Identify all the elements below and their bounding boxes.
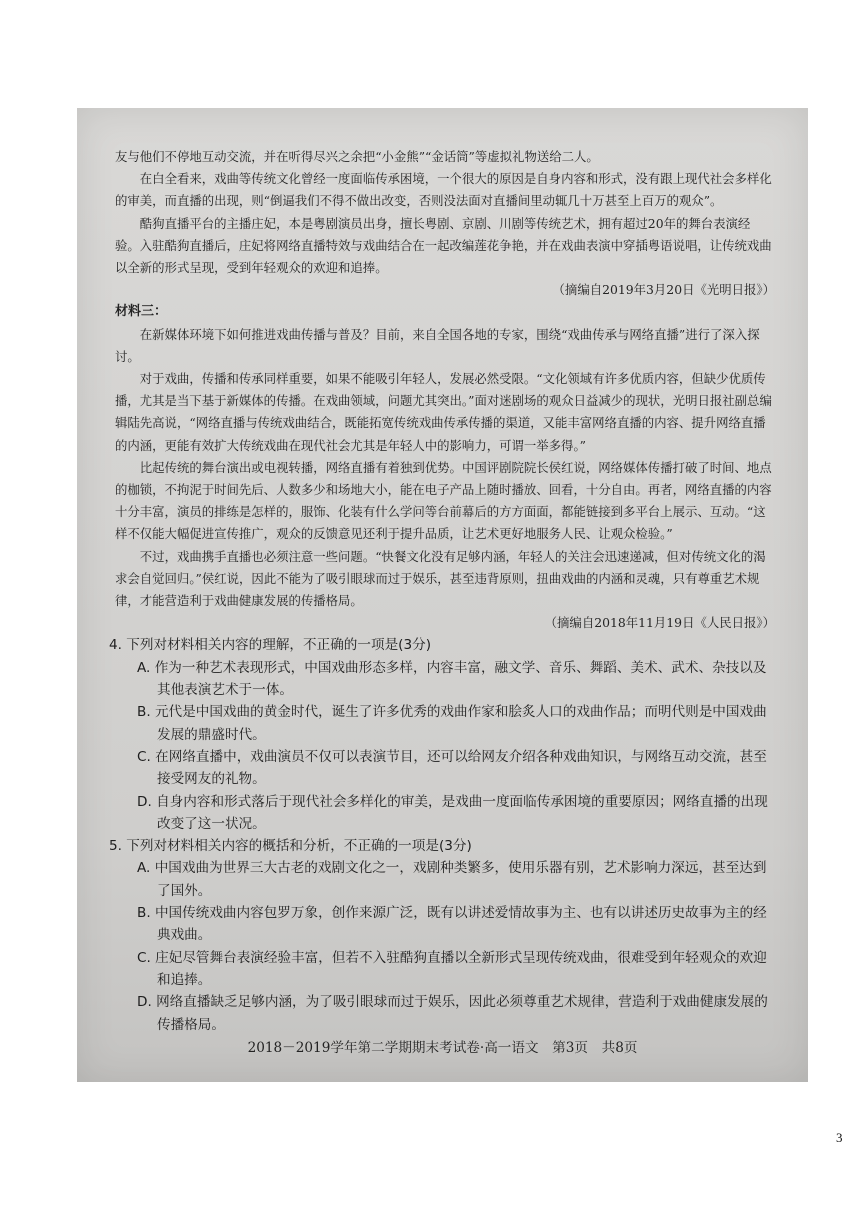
question-5-stem: 5. 下列对材料相关内容的概括和分析，不正确的一项是(3分) bbox=[109, 838, 472, 855]
questions-block bbox=[109, 634, 775, 1035]
question-5-option-a: A. 中国戏曲为世界三大古老的戏剧文化之一，戏剧种类繁多，使用乐器有别，艺术影响力深远，甚至达到了国外。 bbox=[137, 860, 767, 899]
question-4-option-b: B. 元代是中国戏曲的黄金时代，诞生了许多优秀的戏曲作家和脍炙人口的戏曲作品；而明代则是中国戏曲发展的鼎盛时代。 bbox=[137, 704, 767, 743]
material-paragraph: 在新媒体环境下如何推进戏曲传播与普及？目前，来自全国各地的专家，围绕“戏曲传承与网络直播”进行了深入探讨。 bbox=[115, 326, 760, 364]
scanned-exam-photo bbox=[77, 108, 808, 1082]
material-paragraph: 酷狗直播平台的主播庄妃，本是粤剧演员出身，擅长粤剧、京剧、川剧等传统艺术，拥有超过20年的舞台表演经验。入驻酷狗直播后，庄妃将网络直播特效与戏曲结合在一起改编莲花争艳，并在戏曲表演中穿插粤语说唱，让传统戏曲以全新的形式呈现，受到年轻观众的欢迎和追捧。 bbox=[115, 215, 772, 276]
page-footer: 2018－2019学年第二学期期末考试卷·高一语文 第3页 共8页 bbox=[247, 1040, 638, 1056]
material-paragraph: 对于戏曲，传播和传承同样重要，如果不能吸引年轻人，发展必然受限。“文化领域有许多优质内容，但缺少优质传播，尤其是当下基于新媒体的传播。在戏曲领域，问题尤其突出。”面对迷剧场的观众日益减少的现状，光明日报社副总编辑陆先高说，“网络直播与传统戏曲结合，既能拓宽传统戏曲传承传播的渠道，又能丰富网络直播的内容、提升网络直播的内涵，更能有效扩大传统戏曲在现代社会尤其是年轻人中的影响力，可谓一举多得。” bbox=[115, 371, 772, 453]
question-4-option-c: C. 在网络直播中，戏曲演员不仅可以表演节目，还可以给网友介绍各种戏曲知识，与网络互动交流，甚至接受网友的礼物。 bbox=[137, 748, 767, 788]
question-5-option-c: C. 庄妃尽管舞台表演经验丰富，但若不入驻酷狗直播以全新形式呈现传统戏曲，很难受到年轻观众的欢迎和追捧。 bbox=[137, 949, 767, 988]
question-4-stem: 4. 下列对材料相关内容的理解，不正确的一项是(3分) bbox=[109, 637, 432, 654]
source-citation: （摘编自2018年11月19日《人民日报》） bbox=[544, 615, 775, 631]
material-paragraph: 不过，戏曲携手直播也必须注意一些问题。“快餐文化没有足够内涵，年轻人的关注会迅速递减，但对传统文化的渴求会自觉回归。”侯红说，因此不能为了吸引眼球而过于娱乐，甚至违背原则，扭曲戏曲的内涵和灵魂，只有尊重艺术规律，才能营造利于戏曲健康发展的传播格局。 bbox=[115, 548, 766, 609]
material-three-heading: 材料三： bbox=[115, 304, 168, 320]
exam-page bbox=[109, 146, 775, 1036]
material-paragraph: 比起传统的舞台演出或电视转播，网络直播有着独到优势。中国评剧院院长侯红说，网络媒体传播打破了时间、地点的枷锁，不拘泥于时间先后、人数多少和场地大小，能在电子产品上随时播放、回看，十分自由。再者，网络直播的内容十分丰富，演员的排练是怎样的，服饰、化装有什么学问等台前幕后的方方面面，都能链接到多平台上展示、互动。“这样不仅能大幅促进宣传推广，观众的反馈意见还利于提升品质，让艺术更好地服务人民、让观众检验。” bbox=[115, 459, 772, 542]
question-4-option-a: A. 作为一种艺术表现形式，中国戏曲形态多样，内容丰富，融文学、音乐、舞蹈、美术、武术、杂技以及其他表演艺术于一体。 bbox=[137, 659, 767, 699]
page-number: 3 bbox=[836, 1130, 843, 1145]
source-citation: （摘编自2019年3月20日《光明日报》） bbox=[552, 282, 775, 298]
question-5-option-d: D. 网络直播缺乏足够内涵，为了吸引眼球而过于娱乐，因此必须尊重艺术规律，营造利于戏曲健康发展的传播格局。 bbox=[137, 994, 768, 1033]
question-5-option-b: B. 中国传统戏曲内容包罗万象，创作来源广泛，既有以讲述爱情故事为主、也有以讲述历史故事为主的经典戏曲。 bbox=[137, 905, 767, 944]
material-paragraph: 友与他们不停地互动交流，并在听得尽兴之余把“小金熊”“金话筒”等虚拟礼物送给二人。 bbox=[115, 149, 599, 164]
question-4-option-d: D. 自身内容和形式落后于现代社会多样化的审美，是戏曲一度面临传承困境的重要原因；网络直播的出现改变了这一状况。 bbox=[137, 793, 768, 832]
material-paragraph: 在白全看来，戏曲等传统文化曾经一度面临传承困境，一个很大的原因是自身内容和形式，没有跟上现代社会多样化的审美，而直播的出现，则“倒逼我们不得不做出改变，否则没法面对直播间里动辄几十万甚至上百万的观众”。 bbox=[115, 171, 772, 209]
